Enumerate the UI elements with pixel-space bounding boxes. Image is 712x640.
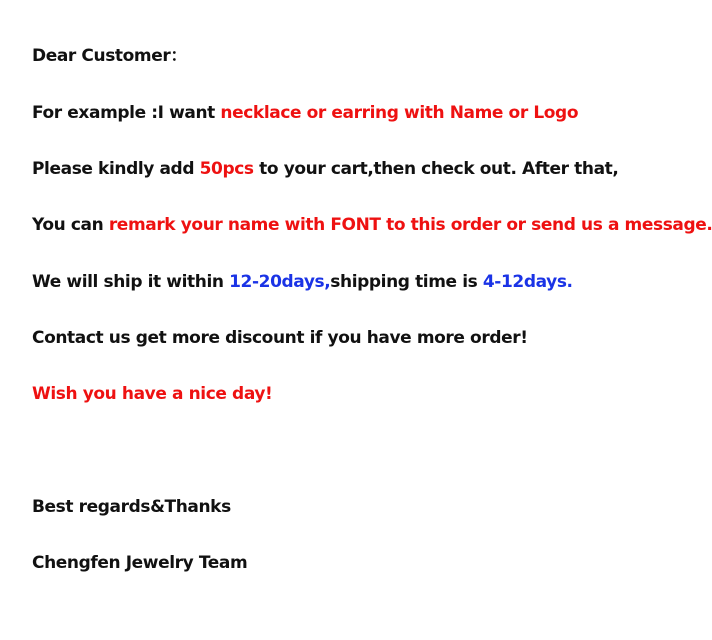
shipping-middle: shipping time is	[330, 272, 483, 292]
shipping-time-highlight: 4-12days.	[482, 272, 573, 292]
wish-text: Wish you have a nice day!	[32, 384, 273, 404]
regards-line	[32, 496, 231, 518]
remark-line	[32, 214, 712, 236]
discount-line	[32, 327, 528, 349]
signature-text: Chengfen Jewelry Team	[32, 553, 248, 573]
production-time-highlight: 12-20days,	[229, 272, 331, 292]
example-line	[32, 102, 578, 124]
wish-line	[32, 383, 272, 405]
add-to-cart-line	[32, 158, 618, 180]
greeting-line	[32, 45, 187, 67]
add-to-cart-prefix: Please kindly add	[32, 159, 200, 179]
example-prefix: For example :I want	[32, 103, 221, 123]
greeting-text: Dear Customer：	[32, 46, 187, 66]
shipping-prefix: We will ship it within	[32, 272, 230, 292]
add-to-cart-suffix: to your cart,then check out. After that,	[253, 159, 619, 179]
remark-highlight: remark your name with FONT to this order or send us a message.	[108, 215, 712, 235]
shipping-line	[32, 271, 573, 293]
remark-prefix: You can	[32, 215, 109, 235]
discount-text: Contact us get more discount if you have more order!	[32, 328, 528, 348]
signature-line	[32, 552, 247, 574]
regards-text: Best regards&Thanks	[32, 497, 231, 517]
quantity-highlight: 50pcs	[199, 159, 254, 179]
example-highlight: necklace or earring with Name or Logo	[220, 103, 579, 123]
